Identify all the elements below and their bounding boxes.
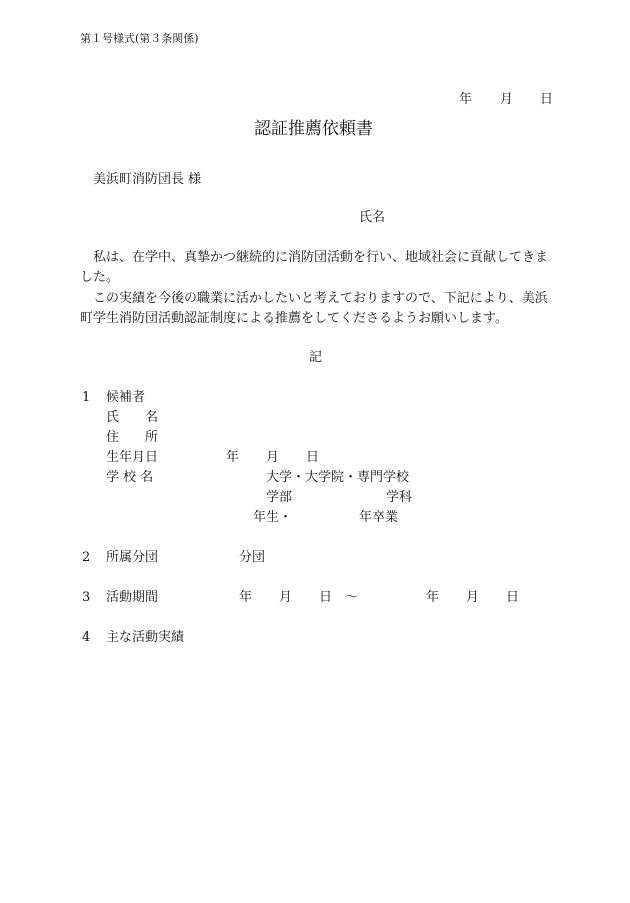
end-day: 日 [506,590,520,605]
birth-date-label: 生年月日 [106,450,159,465]
start-year: 年 [239,590,253,605]
item-1-label: 候補者 [106,390,146,405]
grade-label: 年生・ [253,510,293,525]
date-month: 月 [500,92,514,107]
body-paragraph-2: この実績を今後の職業に活かしたいと考えておりますので、下記により、美浜町学生消防団活動認証制度による推薦をしてくださるようお願いします。 [80,291,548,326]
item-2-number: 2 [82,550,91,565]
addressee: 美浜町消防団長 様 [93,172,202,187]
applicant-name-label: 氏名 [359,210,386,225]
date-year: 年 [459,92,473,107]
date-day: 日 [540,92,554,107]
school-types: 大学・大学院・専門学校 [266,470,410,485]
end-month: 月 [466,590,480,605]
period-tilde: ～ [345,590,359,605]
department-label: 学科 [386,490,413,505]
faculty-label: 学部 [266,490,293,505]
candidate-address-label: 住 所 [106,430,159,445]
graduation-label: 年卒業 [359,510,399,525]
item-1-number: 1 [82,390,91,405]
school-name-label: 学 校 名 [106,470,154,485]
birth-month: 月 [266,450,280,465]
start-day: 日 [319,590,333,605]
ki-heading: 記 [309,350,323,365]
candidate-name-label: 氏 名 [106,410,159,425]
item-2-label: 所属分団 [106,550,159,565]
body-paragraph-1: 私は、在学中、真摯かつ継続的に消防団活動を行い、地域社会に貢献してきました。 [80,250,549,285]
birth-year: 年 [226,450,240,465]
unit-label: 分団 [239,550,266,565]
birth-day: 日 [306,450,320,465]
item-3-number: 3 [82,590,91,605]
item-4-label: 主な活動実績 [106,630,185,645]
item-3-label: 活動期間 [106,590,159,605]
end-year: 年 [426,590,440,605]
item-4-number: 4 [82,630,91,645]
form-number: 第１号様式(第３条関係) [80,32,199,45]
start-month: 月 [279,590,293,605]
document-title: 認証推薦依頼書 [254,119,373,139]
